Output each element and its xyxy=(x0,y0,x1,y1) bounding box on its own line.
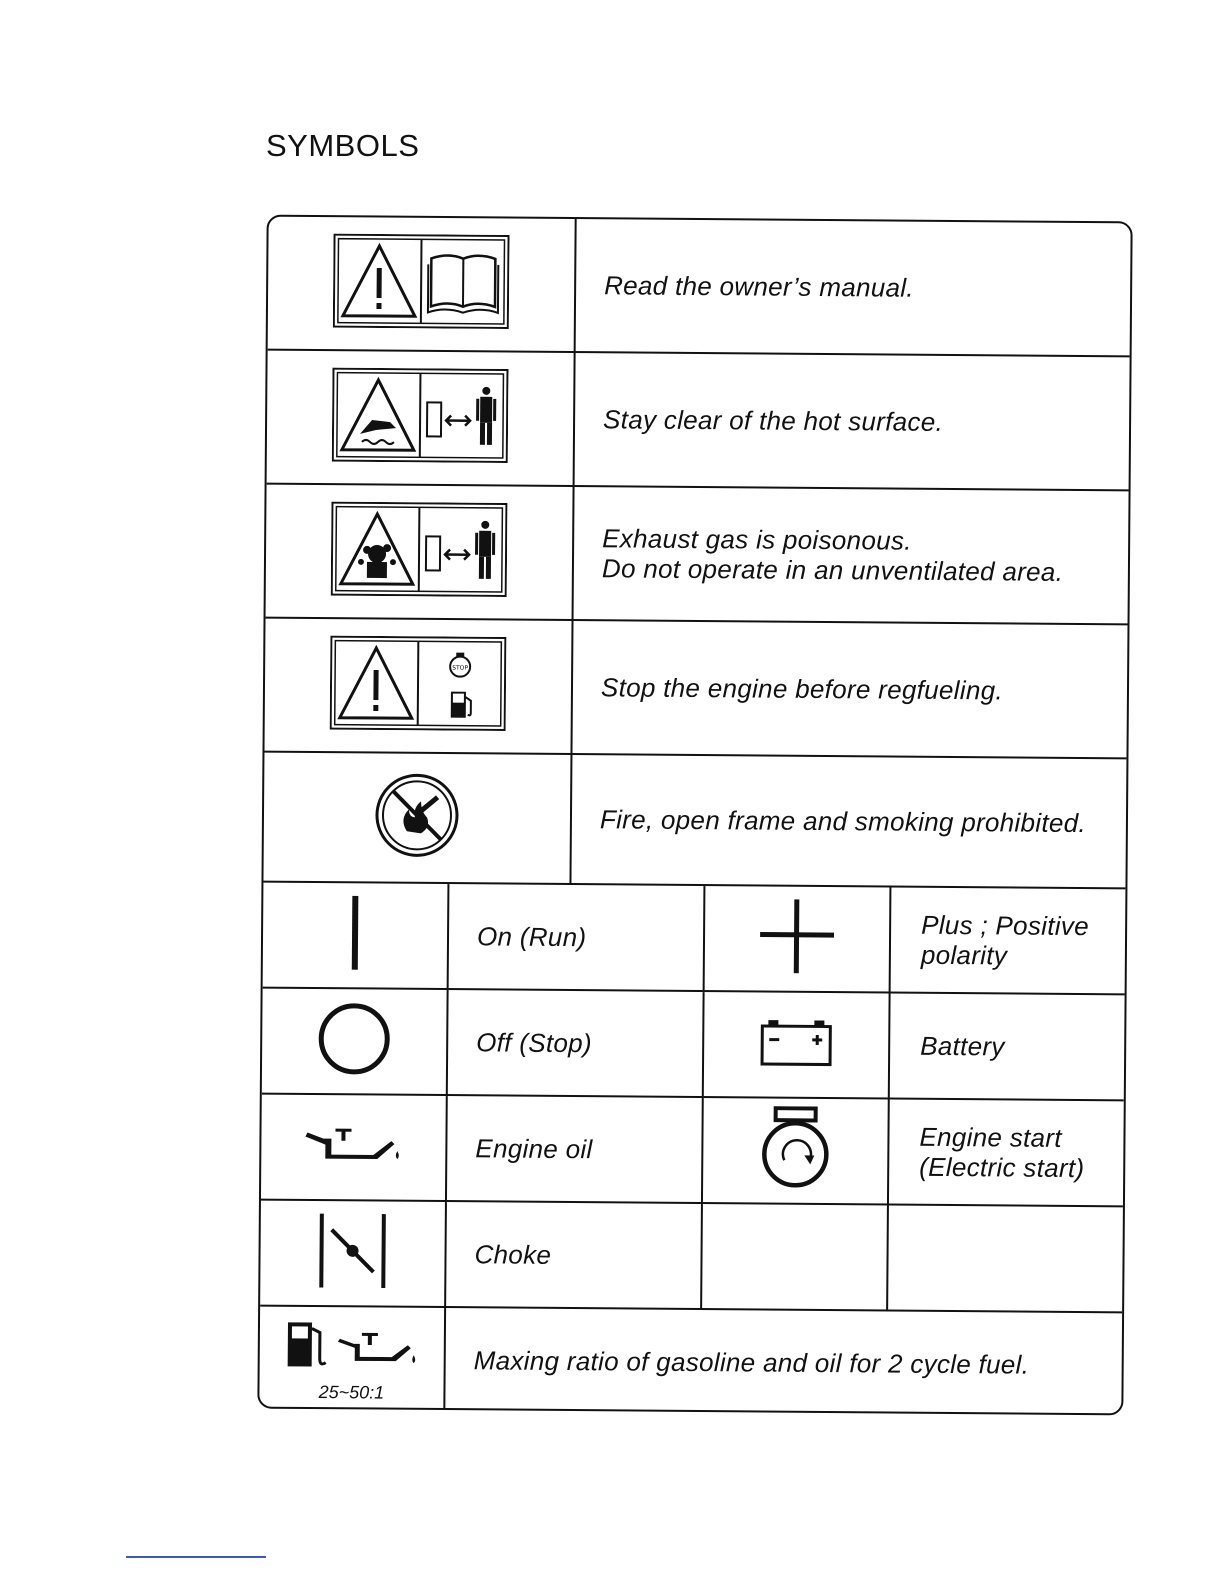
svg-text:STOP: STOP xyxy=(452,664,469,672)
stop-engine-refuel-warning-icon xyxy=(330,636,507,736)
read-manual-text: Read the owner’s manual. xyxy=(604,270,915,303)
plus-positive-label: Plus ; Positive polarity xyxy=(920,909,1090,971)
engine-oil-label: Engine oil xyxy=(475,1133,593,1165)
symbol-row xyxy=(263,753,1126,890)
engine-start-label: Engine start (Electric start) xyxy=(919,1121,1085,1184)
symbol-row xyxy=(268,217,1131,358)
exhaust-gas-text: Exhaust gas is poisonous. Do not operate in an unventilated area. xyxy=(601,523,1064,587)
symbol-row xyxy=(267,351,1130,492)
read-manual-warning-icon xyxy=(333,234,510,334)
off-stop-label: Off (Stop) xyxy=(476,1027,593,1059)
battery-label: Battery xyxy=(920,1030,1005,1062)
no-fire-text: Fire, open frame and smoking prohibited. xyxy=(599,804,1087,839)
off-stop-icon xyxy=(317,1002,392,1082)
plus-positive-icon xyxy=(760,899,835,979)
empty-cell xyxy=(888,1206,1123,1312)
empty-cell xyxy=(702,1204,889,1309)
on-run-icon xyxy=(349,896,362,975)
symbols-table xyxy=(257,215,1132,1416)
mixing-ratio-value: 25~50:1 xyxy=(318,1382,385,1403)
engine-oil-icon xyxy=(303,1124,403,1170)
mixing-ratio-text: Maxing ratio of gasoline and oil for 2 cycle fuel. xyxy=(473,1345,1030,1380)
stop-engine-text: Stop the engine before regfueling. xyxy=(600,672,1004,706)
choke-label: Choke xyxy=(474,1239,552,1270)
scan-edge-line xyxy=(126,1556,266,1558)
symbol-row xyxy=(263,883,1126,996)
symbol-row xyxy=(259,1307,1122,1416)
hot-surface-warning-icon xyxy=(332,368,509,468)
exhaust-gas-warning-icon xyxy=(331,502,508,602)
on-run-label: On (Run) xyxy=(476,921,587,953)
symbol-row xyxy=(262,989,1125,1102)
symbol-row xyxy=(266,485,1129,626)
fuel-oil-mix-icon xyxy=(284,1318,420,1376)
engine-start-icon xyxy=(758,1106,833,1196)
hot-surface-text: Stay clear of the hot surface. xyxy=(602,404,944,437)
battery-icon xyxy=(760,1018,832,1072)
symbol-row xyxy=(261,1095,1124,1208)
no-fire-smoking-icon xyxy=(373,771,462,865)
page-title: SYMBOLS xyxy=(266,128,420,163)
symbol-row xyxy=(260,1201,1123,1314)
symbol-row xyxy=(264,619,1127,760)
choke-icon xyxy=(317,1214,388,1294)
